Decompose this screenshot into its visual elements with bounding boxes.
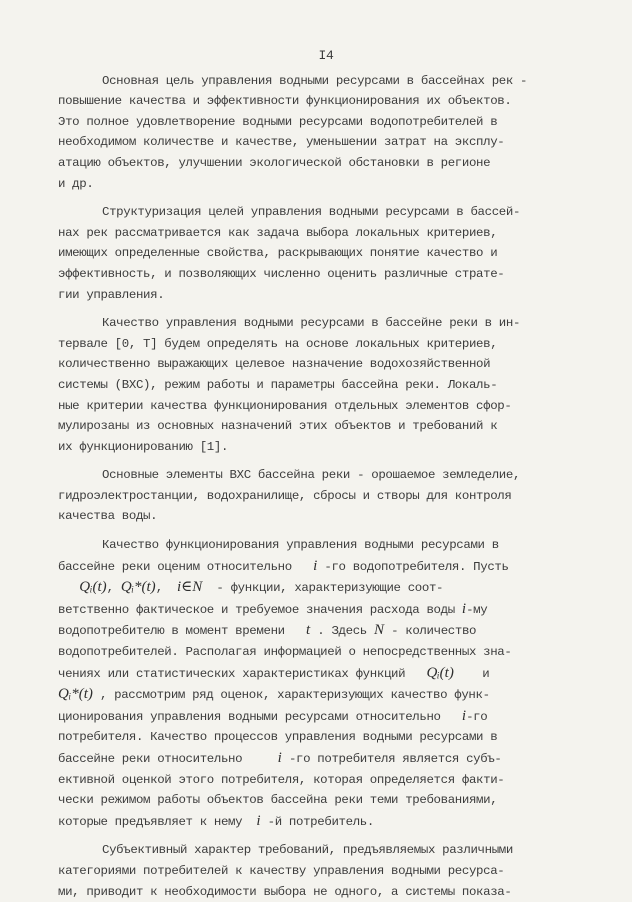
paragraph-5 <box>58 535 594 832</box>
text-fragment: - количество <box>391 624 477 639</box>
text-fragment: , рассмотрим ряд оценок, характеризующих качество функ- <box>99 688 490 703</box>
text-line <box>58 556 594 578</box>
text-line: и др. <box>58 176 94 191</box>
text-line: нах рек рассматривается как задача выбора локальных критериев, <box>58 225 498 240</box>
math-i: i <box>461 600 467 617</box>
paragraph-3 <box>58 313 594 457</box>
text-line <box>58 620 594 642</box>
text-fragment: которые предъявляет к нему <box>58 814 243 829</box>
math-qi-t: Qᵢ(t) <box>79 579 107 596</box>
text-line: системы (ВХС), режим работы и параметры бассейна реки. Локаль- <box>58 377 498 392</box>
text-fragment: чениях или статистических характеристиках функций <box>58 666 406 681</box>
math-n: N <box>373 622 384 639</box>
math-i: i <box>461 707 467 724</box>
text-fragment: бассейне реки оценим относительно <box>58 559 292 574</box>
text-fragment: -го <box>466 709 488 724</box>
math-i: i <box>256 812 261 829</box>
text-line <box>58 684 594 706</box>
text-line: качества воды. <box>58 509 158 524</box>
text-line: количественно выражающих целевое назначение водохозяйственной <box>58 357 491 372</box>
text-line <box>58 748 594 770</box>
math-qi-t: Qᵢ(t) <box>426 664 454 681</box>
text-line: ективной оценкой этого потребителя, которая определяется факти- <box>58 772 505 787</box>
text-line: их функционированию [1]. <box>58 439 229 454</box>
text-line: имеющих определенные свойства, раскрывающих понятие качество и <box>58 246 498 261</box>
text-line: тервале [0, T] будем определять на основе локальных критериев, <box>58 336 498 351</box>
text-fragment: ционирования управления водными ресурсами относительно <box>58 709 441 724</box>
text-fragment: водопотребителю в момент времени <box>58 624 285 639</box>
text-line: ми, приводит к необходимости выбора не одного, а системы показа- <box>58 884 512 899</box>
text-line: Основная цель управления водными ресурсами в бассейнах рек - <box>102 73 528 88</box>
text-line <box>58 706 594 728</box>
text-line: Качество управления водными ресурсами в бассейне реки в ин- <box>102 316 521 331</box>
text-fragment: функции, характеризующие соот- <box>230 581 444 596</box>
text-line: Качество функционирования управления водными ресурсами в <box>102 538 499 553</box>
text-line: гидроэлектростанции, водохранилище, сбросы и створы для контроля <box>58 488 512 503</box>
page-number: I4 <box>318 48 334 63</box>
text-fragment: ветственно фактическое и требуемое значения расхода воды <box>58 602 455 617</box>
text-line: повышение качества и эффективности функционирования их объектов. <box>58 94 512 109</box>
paragraph-6 <box>58 840 594 902</box>
text-line: чески режимом работы объектов бассейна реки теми требованиями, <box>58 793 498 808</box>
text-line: эффективность, и позволяющих численно оценить различные страте- <box>58 266 505 281</box>
text-line: необходимом количестве и качестве, уменьшении затрат на эксплу- <box>58 135 505 150</box>
text-line: Структуризация целей управления водными ресурсами в бассей- <box>102 205 521 220</box>
text-fragment: -му <box>466 602 488 617</box>
text-line: Субъективный характер требований, предъявляемых различными <box>102 843 513 858</box>
text-line: ные критерии качества функционирования отдельных элементов сфор- <box>58 398 512 413</box>
text-line <box>58 599 594 621</box>
text-fragment: и <box>482 666 490 681</box>
paragraph-2 <box>58 202 594 305</box>
text-fragment: -го потребителя является субъ- <box>288 752 502 766</box>
text-line: водопотребителей. Располагая информацией о непосредственных зна- <box>58 645 512 660</box>
text-fragment: . Здесь <box>317 624 367 639</box>
math-i-in-n: i∈N <box>176 579 203 596</box>
text-line: категориями потребителей к качеству управления водными ресурса- <box>58 863 505 878</box>
text-line <box>58 663 594 685</box>
paragraph-4 <box>58 465 594 527</box>
text-line <box>58 811 594 833</box>
math-i: i <box>313 557 318 574</box>
text-line: Qᵢ(t), Qᵢ*(t), i∈N - функции, характеризующие соот- <box>79 579 444 596</box>
text-line: гии управления. <box>58 287 165 302</box>
math-qi-star-t: Qᵢ*(t) <box>58 686 93 703</box>
paragraph-1 <box>58 71 594 195</box>
text-line: Это полное удовлетворение водными ресурсами водопотребителей в <box>58 114 498 129</box>
text-line: Основные элементы ВХС бассейна реки - орошаемое земледелие, <box>102 468 521 483</box>
text-line: атацию объектов, улучшении экологической обстановки в регионе <box>58 155 491 170</box>
math-i: i <box>277 750 282 766</box>
text-fragment: -го водопотребителя. Пусть <box>324 559 509 574</box>
math-qi-star-t: Qᵢ*(t) <box>120 579 156 596</box>
text-line: мулирозаны из основных назначений этих объектов и требований к <box>58 419 498 434</box>
text-fragment: бассейне реки относительно <box>58 752 243 766</box>
text-fragment: -й потребитель. <box>267 814 374 829</box>
math-t: t <box>306 622 311 639</box>
text-line: потребителя. Качество процессов управления водными ресурсами в <box>58 730 498 745</box>
